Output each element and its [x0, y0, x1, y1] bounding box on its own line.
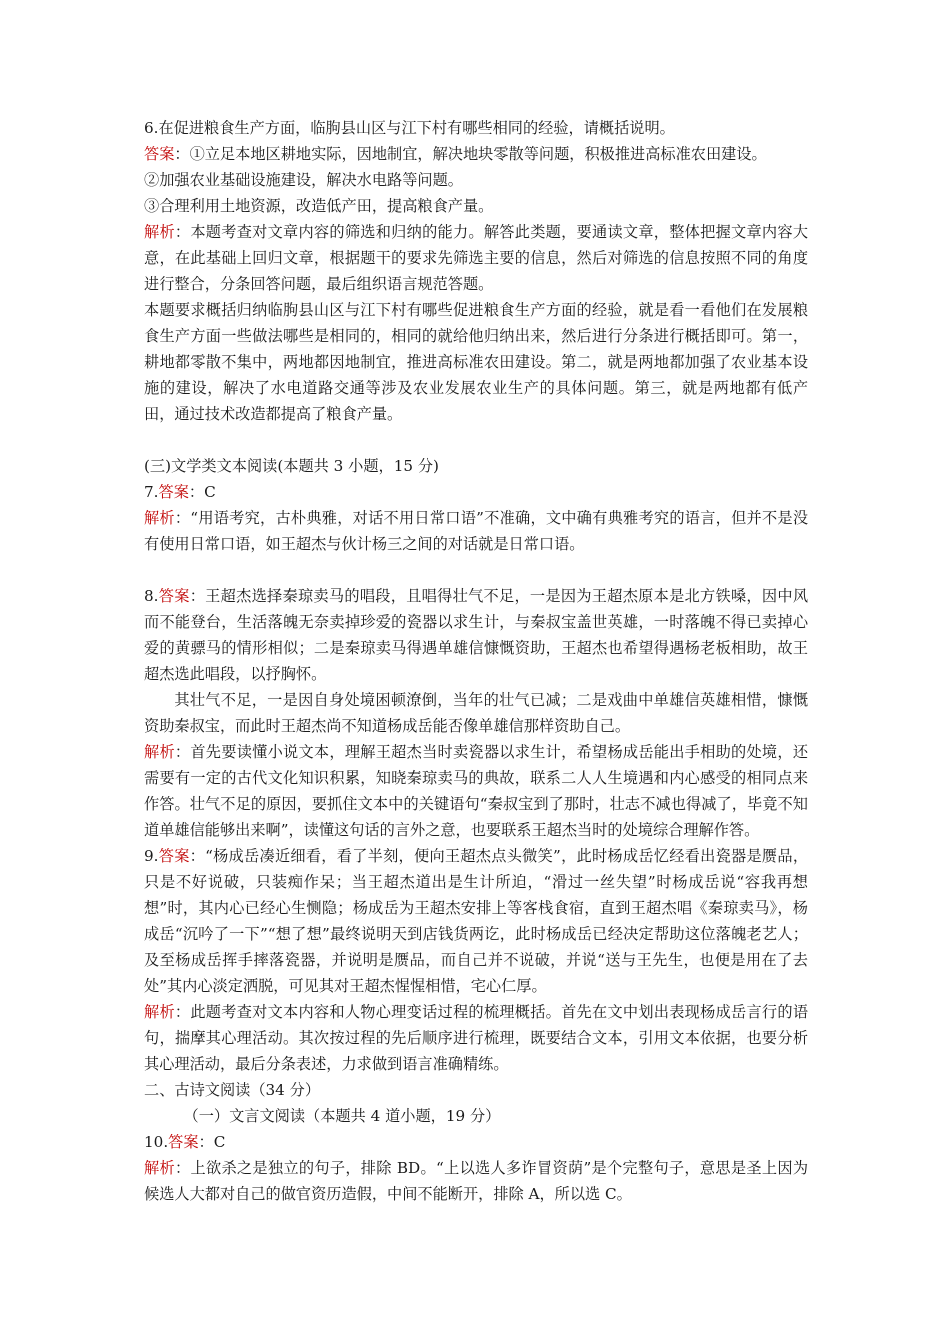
q6-question: 6.在促进粮食生产方面，临朐县山区与江下村有哪些相同的经验，请概括说明。 — [144, 119, 675, 137]
analysis-label: 解析 — [144, 1159, 175, 1177]
answer-label: 答案 — [158, 847, 190, 865]
q8-analysis: 解析：首先要读懂小说文本，理解王超杰当时卖瓷器以求生计，希望杨成岳能出手相助的处境，还需要有一定的古代文化知识积累，知晓秦琼卖马的典故，联系二人人生境遇和内心感受的相同点来作答。壮气不足的原因，要抓住文本中的关键语句“秦叔宝到了那时，壮志不减也得减了，毕竟不知道单雄信能够出来啊”，读懂这句话的言外之意，也要联系王超杰当时的处境综合理解作答。 — [144, 743, 809, 839]
document-page — [144, 115, 808, 1207]
part2-title: 二、古诗文阅读（34 分） — [144, 1081, 321, 1099]
q6-answer-1: 答案：①立足本地区耕地实际，因地制宜，解决地块零散等问题，积极推进高标准农田建设。 — [144, 145, 767, 163]
analysis-label: 解析 — [144, 223, 175, 241]
q6-analysis-1: 解析：本题考查对文章内容的筛选和归纳的能力。解答此类题，要通读文章，整体把握文章内容大意，在此基础上回归文章，根据题干的要求先筛选主要的信息，然后对筛选的信息按照不同的角度进行整合，分条回答问题，最后组织语言规范答题。 — [144, 223, 809, 293]
section3-title: (三)文学类文本阅读(本题共 3 小题，15 分) — [144, 457, 439, 475]
answer-label: 答案 — [144, 145, 175, 163]
answer-label: 答案 — [168, 1133, 199, 1151]
analysis-label: 解析 — [144, 509, 175, 527]
q7-answer: 7.答案：C — [144, 483, 216, 501]
analysis-label: 解析 — [144, 743, 175, 761]
q6-analysis-2: 本题要求概括归纳临朐县山区与江下村有哪些促进粮食生产方面的经验，就是看一看他们在发展粮食生产方面一些做法哪些是相同的，相同的就给他归纳出来，然后进行分条进行概括即可。第一，耕地都零散不集中，两地都因地制宜，推进高标准农田建设。第二，就是两地都加强了农业基本设施的建设，解决了水电道路交通等涉及农业发展农业生产的具体问题。第三，就是两地都有低产田，通过技术改造都提高了粮食产量。 — [144, 301, 808, 423]
answer-label: 答案 — [158, 587, 190, 605]
answer-label: 答案 — [158, 483, 189, 501]
sub1-title: （一）文言文阅读（本题共 4 道小题，19 分） — [183, 1107, 501, 1125]
q9-analysis: 解析：此题考查对文本内容和人物心理变话过程的梳理概括。首先在文中划出表现杨成岳言行的语句，揣摩其心理活动。其次按过程的先后顺序进行梳理，既要结合文本，引用文本依据，也要分析其心理活动，最后分条表述，力求做到语言准确精练。 — [144, 1003, 809, 1073]
q7-analysis: 解析：“用语考究，古朴典雅，对话不用日常口语”不准确，文中确有典雅考究的语言，但并不是没有使用日常口语，如王超杰与伙计杨三之间的对话就是日常口语。 — [144, 509, 809, 553]
q8-answer-2: 其壮气不足，一是因自身处境困顿潦倒，当年的壮气已减；二是戏曲中单雄信英雄相惜，慷慨资助秦叔宝，而此时王超杰尚不知道杨成岳能否像单雄信那样资助自己。 — [144, 691, 808, 735]
q9-answer: 9.答案：“杨成岳凑近细看，看了半刻，便向王超杰点头微笑”，此时杨成岳忆经看出瓷器是赝品，只是不好说破，只装痴作呆；当王超杰道出是生计所迫，“滑过一丝失望”时杨成岳说“容我再想想”时，其内心已经心生恻隐；杨成岳为王超杰安排上等客栈食宿，直到王超杰唱《秦琼卖马》，杨成岳“沉吟了一下”“想了想”最终说明天到店钱货两讫，此时杨成岳已经决定帮助这位落魄老艺人；及至杨成岳挥手摔落瓷器，并说明是赝品，而自己并不说破，并说“送与王先生，也便是用在了去处”其内心淡定洒脱，可见其对王超杰惺惺相惜，宅心仁厚。 — [144, 847, 809, 995]
q10-analysis: 解析：上欲杀之是独立的句子，排除 BD。“上以选人多诈冒资荫”是个完整句子，意思是圣上因为候选人大都对自己的做官资历造假，中间不能断开，排除 A，所以选 C。 — [144, 1159, 809, 1203]
q6-answer-3: ③合理利用土地资源，改造低产田，提高粮食产量。 — [144, 197, 494, 215]
spacer — [144, 427, 808, 453]
spacer — [144, 557, 808, 583]
q8-answer-1: 8.答案：王超杰选择秦琼卖马的唱段，且唱得壮气不足，一是因为王超杰原本是北方铁嗓，因中风而不能登台，生活落魄无奈卖掉珍爱的瓷器以求生计，与秦叔宝盖世英雄，一时落魄不得已卖掉心爱的黄骠马的情形相似；二是秦琼卖马得遇单雄信慷慨资助，王超杰也希望得遇杨老板相助，故王超杰选此唱段，以抒胸怀。 — [144, 587, 809, 683]
analysis-label: 解析 — [144, 1003, 175, 1021]
q10-answer: 10.答案：C — [144, 1133, 226, 1151]
q6-answer-2: ②加强农业基础设施建设，解决水电路等问题。 — [144, 171, 463, 189]
